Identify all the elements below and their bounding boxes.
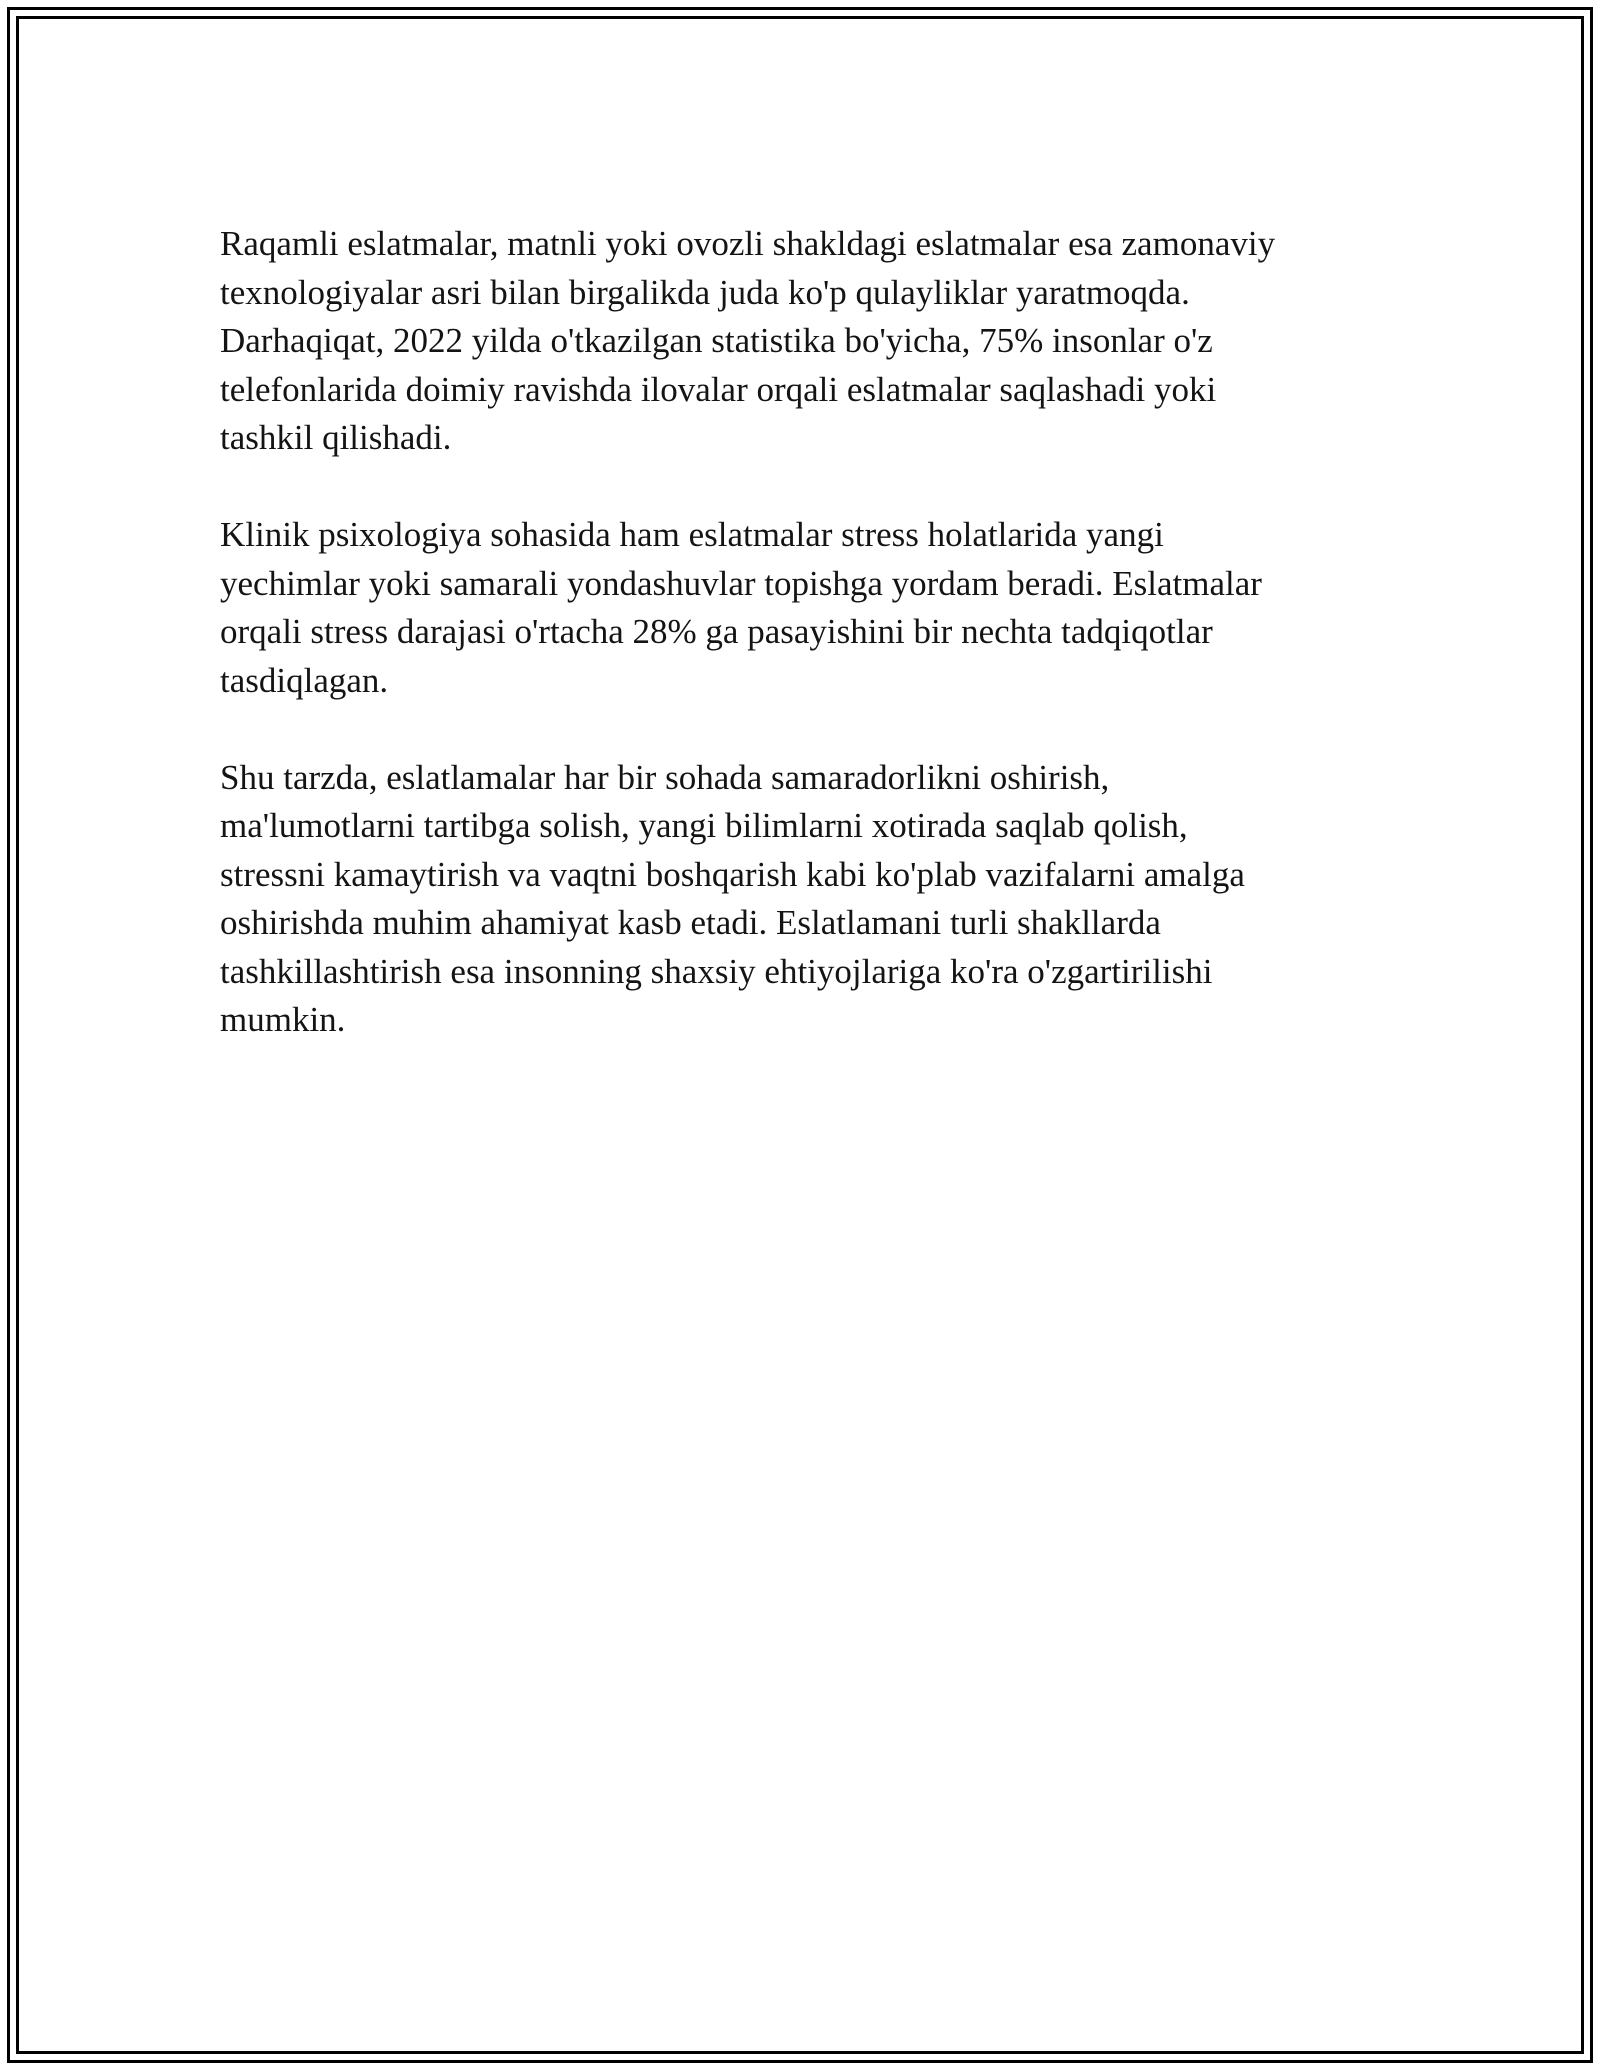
paragraph-clinical-psychology: Klinik psixologiya sohasida ham eslatmalar stress holatlarida yangi yechimlar yoki samarali yondashuvlar topishga yordam beradi. Eslatmalar orqali stress darajasi o'rtacha 28% ga pasayishini bir nechta tadqiqotlar tasdiqlagan. — [220, 515, 1262, 700]
document-body — [220, 220, 1360, 1093]
paragraph-conclusion: Shu tarzda, eslatlamalar har bir sohada samaradorlikni oshirish, ma'lumotlarni tartibga solish, yangi bilimlarni xotirada saqlab qolish, stressni kamaytirish va vaqtni boshqarish kabi ko'plab vazifalarni amalga oshirishda muhim ahamiyat kasb etadi. Eslatlamani turli shakllarda tashkillashtirish esa insonning shaxsiy ehtiyojlariga ko'ra o'zgartirilishi mumkin. — [220, 757, 1245, 1039]
paragraph-digital-notes: Raqamli eslatmalar, matnli yoki ovozli shakldagi eslatmalar esa zamonaviy texnologiyalar asri bilan birgalikda juda ko'p qulayliklar yaratmoqda. Darhaqiqat, 2022 yilda o'tkazilgan statistika bo'yicha, 75% insonlar o'z telefonlarida doimiy ravishda ilovalar orqali eslatmalar saqlashadi yoki tashkil qilishadi. — [220, 224, 1276, 457]
